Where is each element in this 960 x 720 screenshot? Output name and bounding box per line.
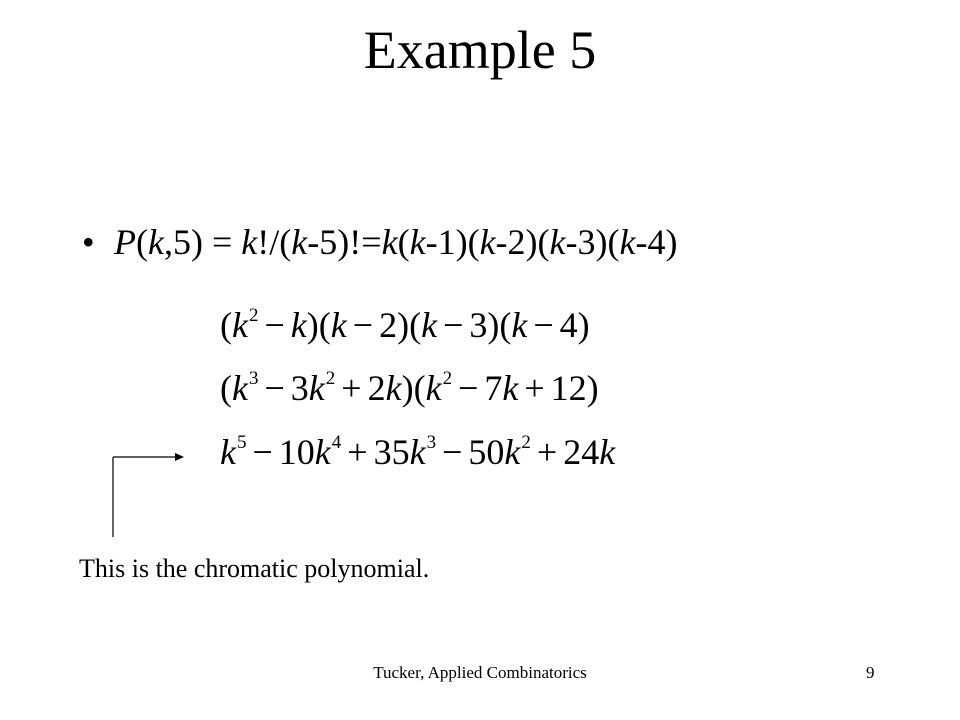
slide-title: Example 5 xyxy=(363,20,597,80)
caption-text: This is the chromatic polynomial. xyxy=(79,554,430,583)
bullet-item xyxy=(82,218,678,266)
equation-line-2: $(k^3 - 3k^2 + 2k)(k^2 - 7k + 12)$ xyxy=(220,368,599,408)
bullet-formula: P(k,5) = k!/(k-5)!=k(k-1)(k-2)(k-3)(k-4) xyxy=(114,222,678,262)
arrow-head xyxy=(175,453,184,461)
bullet-dot: • xyxy=(82,222,95,262)
footer-text: Tucker, Applied Combinatorics xyxy=(373,663,587,682)
equation-line-3: $k^5 - 10k^4 + 35k^3 - 50k^2 + 24k$ xyxy=(220,432,616,472)
equation-line-1: $(k^2 - k)(k - 2)(k - 3)(k - 4)$ xyxy=(220,305,590,345)
page-number: 9 xyxy=(866,663,875,682)
